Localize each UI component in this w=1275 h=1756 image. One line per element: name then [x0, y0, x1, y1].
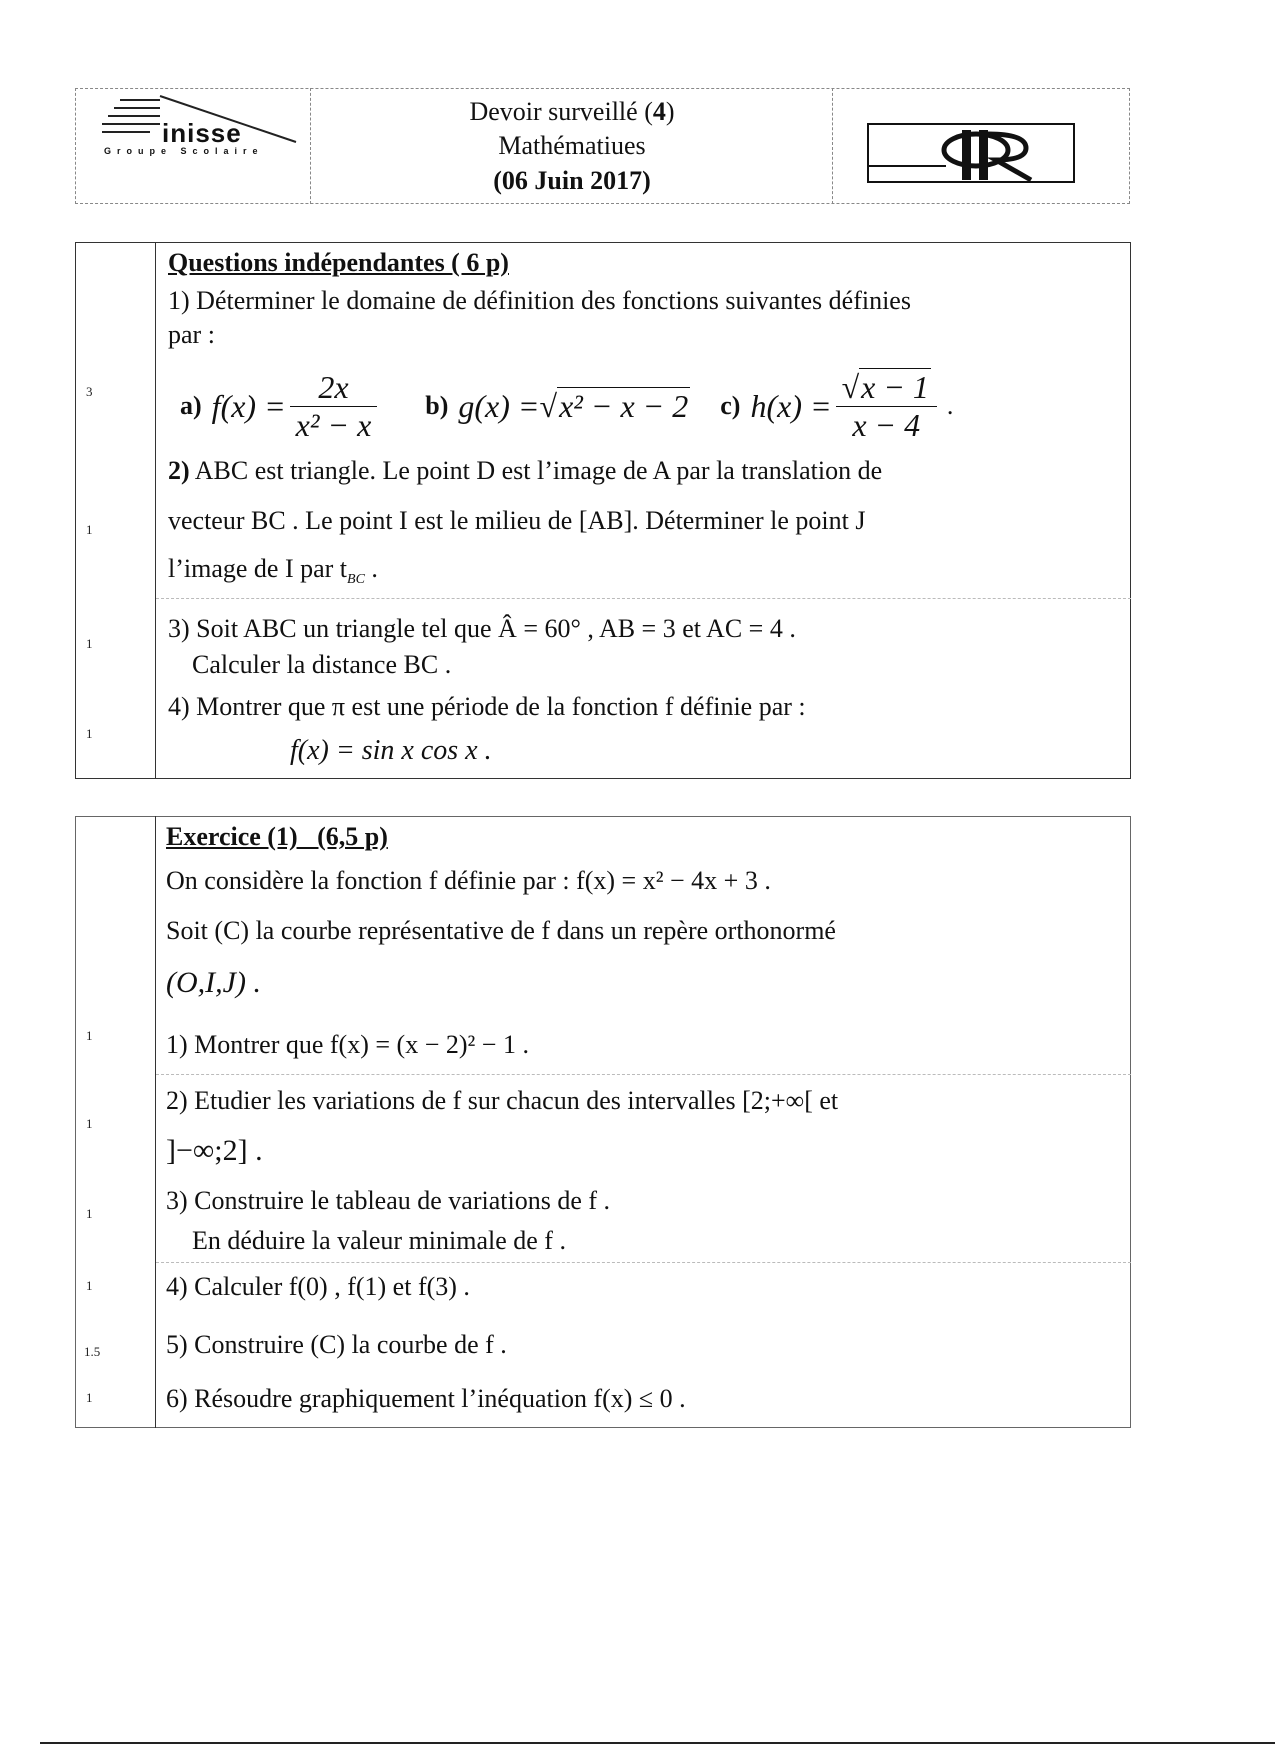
a-denominator: x² − x — [295, 406, 372, 443]
s2-q3-separator — [156, 1262, 1131, 1263]
header-divider-2 — [832, 88, 834, 204]
s1-q2-line1 — [168, 456, 882, 486]
s1-q4-line2: f(x) = sin x cos x . — [290, 735, 492, 766]
section1-title: Questions indépendantes ( 6 p) — [168, 248, 509, 277]
s2-intro3: (O,I,J) . — [166, 966, 261, 999]
s2-intro2: Soit (C) la courbe représentative de f dans un repère orthonormé — [166, 916, 836, 945]
s1-q2-label: 2) — [168, 456, 190, 485]
a-fraction — [290, 369, 378, 444]
score-s2-q6: 1 — [86, 1390, 93, 1405]
s1-q1-text: Déterminer le domaine de définition des fonctions suivantes définies — [196, 286, 911, 315]
s1-q3-line2: Calculer la distance BC . — [192, 650, 452, 679]
s2-q2-line2: ]−∞;2] . — [166, 1134, 263, 1167]
logo-text: inisse — [162, 118, 242, 148]
score-s1-q3: 1 — [86, 636, 93, 651]
s1-q1-line1 — [168, 286, 911, 316]
score-s2-q4: 1 — [86, 1278, 93, 1293]
exam-number: 4 — [652, 97, 666, 126]
s1-q1-formulas — [180, 366, 953, 446]
a-func: f(x) = — [211, 387, 286, 424]
logo-subtext: Groupe Scolaire — [104, 146, 264, 156]
b-label: b) — [425, 391, 449, 420]
c-numerator — [836, 369, 937, 407]
s2-q1: 1) Montrer que f(x) = (x − 2)² − 1 . — [166, 1030, 529, 1059]
score-s2-q5: 1.5 — [84, 1344, 101, 1359]
exam-type: Devoir surveillé — [469, 97, 638, 126]
s1-q4-line1 — [168, 692, 806, 722]
period: . — [946, 391, 954, 420]
s1-q2-q3-separator — [156, 598, 1131, 599]
s1-q3-label: 3) — [168, 614, 190, 643]
s2-q6: 6) Résoudre graphiquement l’inéquation f(x) ≤ 0 . — [166, 1384, 686, 1413]
s1-q1-line2: par : — [168, 320, 215, 349]
score-s1-q2: 1 — [86, 522, 93, 537]
c-radicand: x − 1 — [861, 368, 929, 405]
s1-q2-text3: l’image de I par t — [168, 554, 348, 583]
emblem — [866, 122, 1076, 184]
exam-title: Devoir surveillé (4) — [469, 97, 675, 126]
a-numerator: 2x — [290, 369, 378, 407]
exam-date: (06 Juin 2017) — [493, 166, 651, 195]
s1-q4-text1: Montrer que π est une période de la fonction f définie par : — [196, 692, 806, 721]
s2-q3-line1: 3) Construire le tableau de variations de f . — [166, 1186, 611, 1215]
s1-q2-subscript: BC — [347, 572, 365, 588]
s2-q3-line2: En déduire la valeur minimale de f . — [192, 1226, 566, 1255]
sqrt-icon: √ — [539, 387, 558, 424]
s2-q1-separator — [156, 1074, 1131, 1075]
b-func: g(x) = — [458, 387, 540, 424]
score-s2-q1: 1 — [86, 1028, 93, 1043]
s2-intro1: On considère la fonction f définie par : f(x) = x² − 4x + 3 . — [166, 866, 771, 895]
s1-q2-text1: ABC est triangle. Le point D est l’image de A par la translation de — [194, 456, 883, 485]
s1-q3-text1: Soit ABC un triangle tel que Â = 60° , AB = 3 et AC = 4 . — [196, 614, 796, 643]
sqrt-icon: √ — [841, 368, 860, 405]
c-fraction — [836, 369, 937, 444]
score-s1-q4: 1 — [86, 726, 93, 741]
exam-subject: Mathématiues — [498, 131, 646, 160]
s2-q4: 4) Calculer f(0) , f(1) et f(3) . — [166, 1272, 470, 1301]
c-label: c) — [720, 391, 741, 420]
b-radicand: x² − x − 2 — [559, 388, 689, 424]
s1-q4-label: 4) — [168, 692, 190, 721]
section1-score-column-divider — [155, 242, 157, 779]
s2-q5: 5) Construire (C) la courbe de f . — [166, 1330, 507, 1359]
page-bottom-rule — [40, 1742, 1275, 1744]
c-func: h(x) = — [750, 387, 832, 424]
s1-q2-line2: vecteur BC . Le point I est le milieu de [AB]. Déterminer le point J — [168, 506, 866, 535]
a-label: a) — [180, 391, 202, 420]
s2-q2-line1: 2) Etudier les variations de f sur chacun des intervalles [2;+∞[ et — [166, 1086, 839, 1115]
section2-title: Exercice (1) (6,5 p) — [166, 822, 388, 851]
school-logo — [100, 92, 300, 162]
score-s1-q1: 3 — [86, 384, 93, 399]
emblem-graphic — [866, 122, 1076, 184]
s1-q2-line3: l’image de I par $t_{BC}$ . — [168, 554, 378, 588]
score-s2-q3: 1 — [86, 1206, 93, 1221]
c-denominator: x − 4 — [852, 406, 921, 443]
section2-score-column-divider — [155, 816, 157, 1428]
s1-q3-line1 — [168, 614, 796, 644]
s1-q1-label: 1) — [168, 286, 190, 315]
score-s2-q2: 1 — [86, 1116, 93, 1131]
